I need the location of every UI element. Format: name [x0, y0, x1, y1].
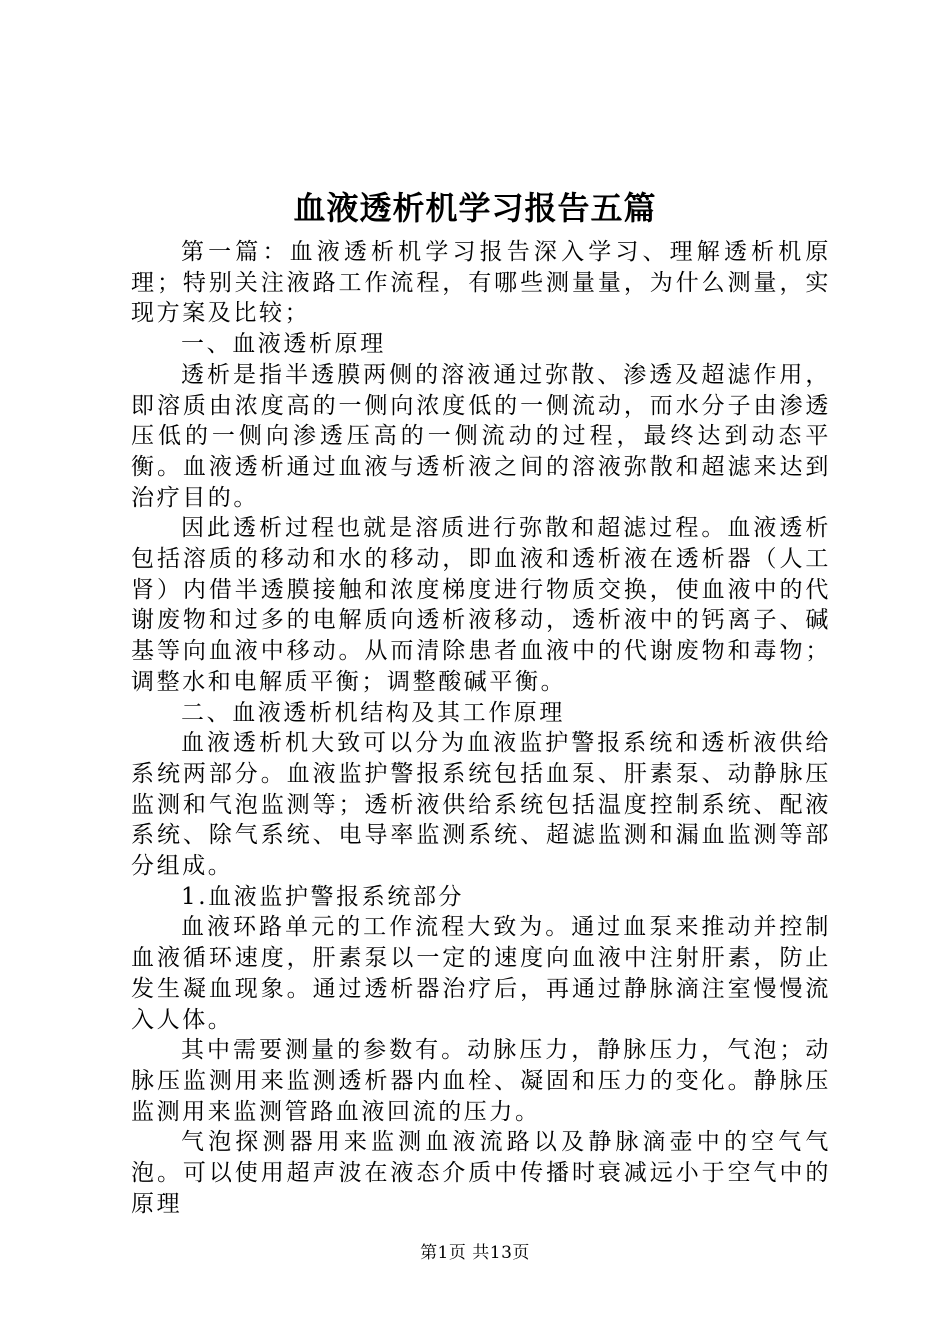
subsection-heading-1: 1.血液监护警报系统部分	[181, 883, 465, 910]
paragraph: 因此透析过程也就是溶质进行弥散和超滤过程。血液透析包括溶质的移动和水的移动，即血液和透析液在透析器（人工肾）内借半透膜接触和浓度梯度进行物质交换，使血液中的代谢废物和过多的电解质向透析液移动，透析液中的钙离子、碱基等向血液中移动。从而清除患者血液中的代谢废物和毒物；调整水和电解质平衡；调整酸碱平衡。	[131, 515, 831, 695]
paragraph: 其中需要测量的参数有。动脉压力，静脉压力，气泡；动脉压监测用来监测透析器内血栓、凝固和压力的变化。静脉压监测用来监测管路血液回流的压力。	[131, 1037, 831, 1125]
page-footer: 第1页 共13页	[420, 1243, 530, 1263]
document-body	[131, 237, 831, 1220]
document-title: 血液透析机学习报告五篇	[293, 189, 657, 227]
paragraph-intro: 第一篇：血液透析机学习报告深入学习、理解透析机原理；特别关注液路工作流程，有哪些测量量，为什么测量，实现方案及比较；	[131, 239, 831, 327]
section-heading-1: 一、血液透析原理	[181, 331, 386, 358]
section-heading-2: 二、血液透析机结构及其工作原理	[181, 699, 565, 726]
paragraph: 血液透析机大致可以分为血液监护警报系统和透析液供给系统两部分。血液监护警报系统包括血泵、肝素泵、动静脉压监测和气泡监测等；透析液供给系统包括温度控制系统、配液系统、除气系统、电导率监测系统、超滤监测和漏血监测等部分组成。	[131, 730, 831, 880]
paragraph: 气泡探测器用来监测血液流路以及静脉滴壶中的空气气泡。可以使用超声波在液态介质中传播时衰减远小于空气中的原理	[131, 1129, 831, 1217]
paragraph: 血液环路单元的工作流程大致为。通过血泵来推动并控制血液循环速度，肝素泵以一定的速度向血液中注射肝素，防止发生凝血现象。通过透析器治疗后，再通过静脉滴注室慢慢流入人体。	[131, 914, 831, 1033]
paragraph: 透析是指半透膜两侧的溶液通过弥散、渗透及超滤作用，即溶质由浓度高的一侧向浓度低的一侧流动，而水分子由渗透压低的一侧向渗透压高的一侧流动的过程，最终达到动态平衡。血液透析通过血液与透析液之间的溶液弥散和超滤来达到治疗目的。	[131, 361, 831, 511]
